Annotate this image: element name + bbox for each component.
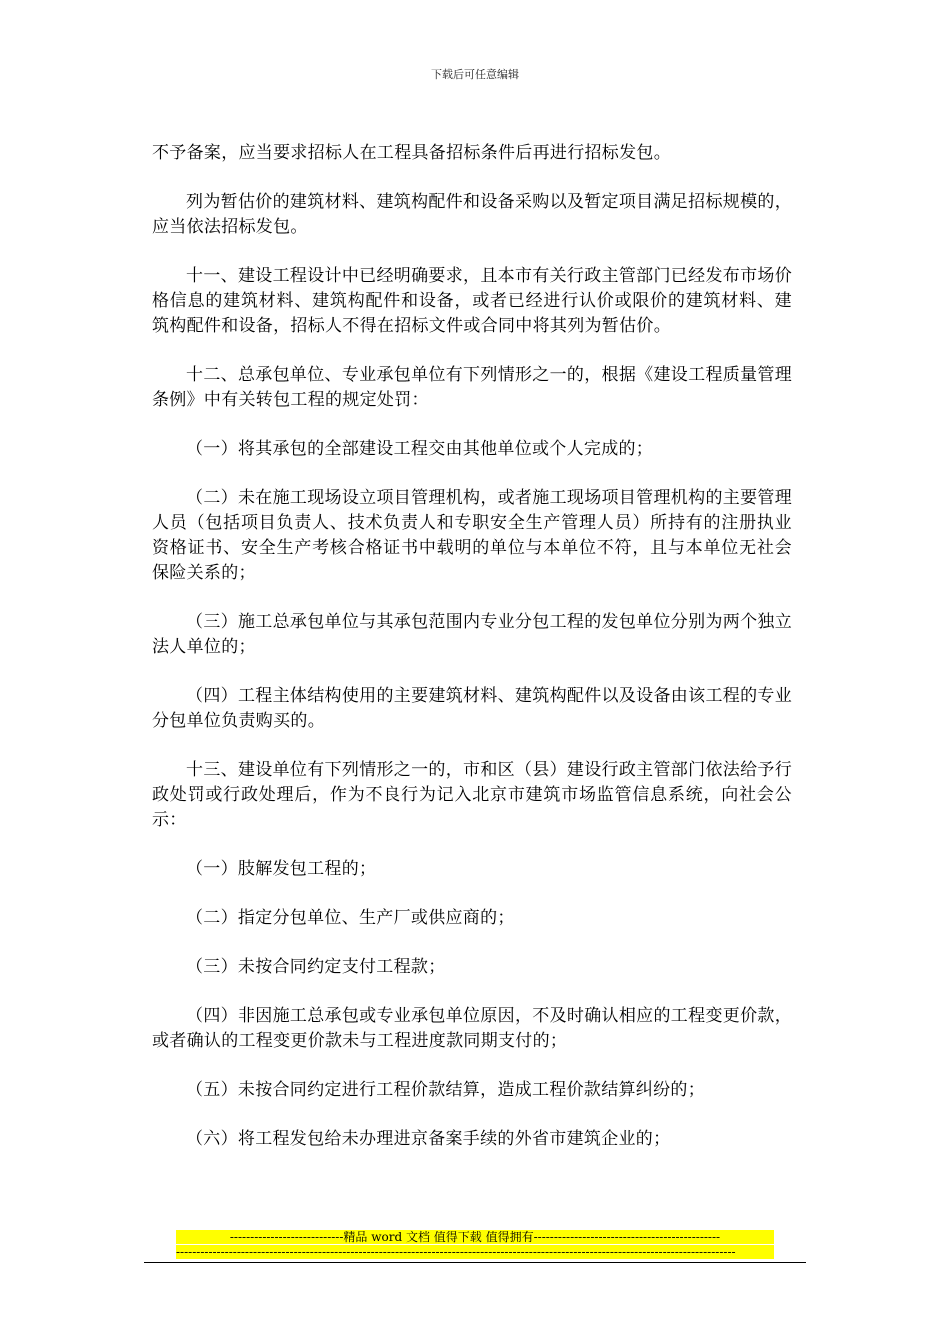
list-item: （六）将工程发包给未办理进京备案手续的外省市建筑企业的； (186, 1129, 671, 1149)
list-item: （一）将其承包的全部建设工程交由其他单位或个人完成的； (186, 439, 654, 459)
list-item: （二）指定分包单位、生产厂或供应商的； (186, 908, 515, 928)
paragraph: 列为暂估价的建筑材料、建筑构配件和设备采购以及暂定项目满足招标规模的，应当依法招标发包。 (152, 192, 792, 237)
document-body (152, 141, 792, 1176)
list-item: （五）未按合同约定进行工程价款结算，造成工程价款结算纠纷的； (186, 1080, 705, 1100)
footer-divider (144, 1262, 806, 1263)
list-item: （三）未按合同约定支付工程款； (186, 957, 446, 977)
paragraph: 十二、总承包单位、专业承包单位有下列情形之一的，根据《建设工程质量管理条例》中有关转包工程的规定处罚： (152, 365, 792, 410)
paragraph: 十三、建设单位有下列情形之一的，市和区（县）建设行政主管部门依法给予行政处罚或行政处理后，作为不良行为记入北京市建筑市场监管信息系统，向社会公示： (152, 760, 792, 830)
list-item: （一）肢解发包工程的； (186, 859, 377, 879)
list-item: （四）工程主体结构使用的主要建筑材料、建筑构配件以及设备由该工程的专业分包单位负责购买的。 (152, 686, 792, 731)
paragraph: 不予备案，应当要求招标人在工程具备招标条件后再进行招标发包。 (152, 143, 671, 163)
footer-banner: ----------------------------精品 word 文档 值得下载 值得拥有---------------------------------------------- (176, 1230, 774, 1244)
list-item: （二）未在施工现场设立项目管理机构，或者施工现场项目管理机构的主要管理人员（包括项目负责人、技术负责人和专职安全生产管理人员）所持有的注册执业资格证书、安全生产考核合格证书中载明的单位与本单位不符，且与本单位无社会保险关系的； (152, 488, 792, 583)
list-item: （四）非因施工总承包或专业承包单位原因，不及时确认相应的工程变更价款，或者确认的工程变更价款未与工程进度款同期支付的； (152, 1006, 792, 1051)
footer-dashes: ------------------------------------------------------------------------------------------------------------------------------------------ (176, 1245, 774, 1259)
list-item: （三）施工总承包单位与其承包范围内专业分包工程的发包单位分别为两个独立法人单位的； (152, 612, 792, 657)
paragraph: 十一、建设工程设计中已经明确要求，且本市有关行政主管部门已经发布市场价格信息的建筑材料、建筑构配件和设备，或者已经进行认价或限价的建筑材料、建筑构配件和设备，招标人不得在招标文件或合同中将其列为暂估价。 (152, 266, 792, 336)
page-header: 下载后可任意编辑 (431, 68, 519, 81)
